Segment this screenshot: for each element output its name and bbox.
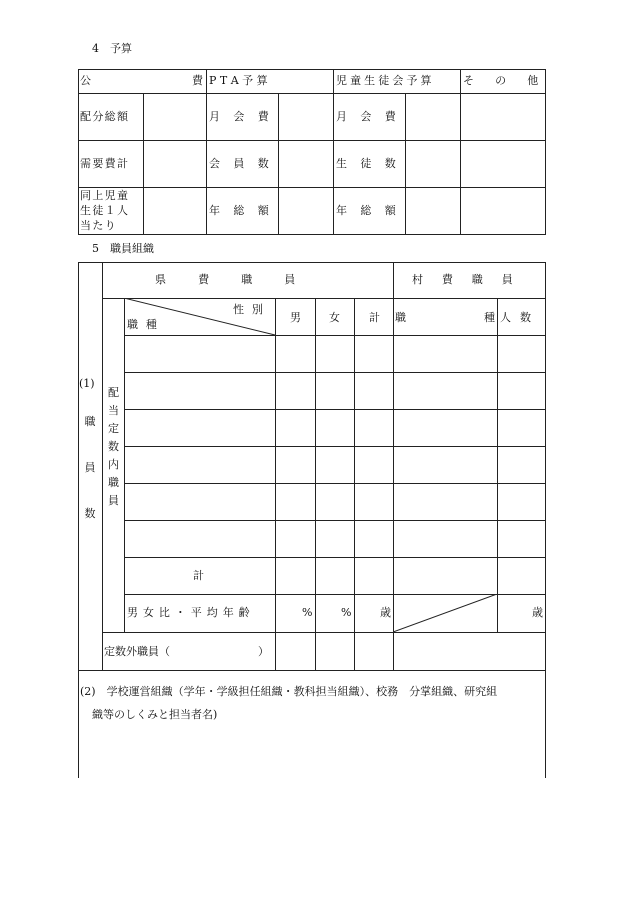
diag-label-job-type: 職 種 [127,318,157,331]
child-monthly-fee: 月 会 費 [336,110,396,123]
diag-label-gender: 性 別 [233,303,263,316]
budget-col-other: そ の 他 [463,74,539,87]
sum-row-label: 計 [193,569,204,582]
quota-staff-label: 配 当 定 数 内 職 員 [108,386,119,507]
diagonal-ratio-line [393,594,498,633]
age-village: 歳 [532,606,543,619]
pct-male: % [302,606,313,619]
outside-quota-label: 定数外職員（ [104,645,170,658]
child-student-count: 生 徒 数 [336,157,396,170]
pta-member-count: 会 員 数 [209,157,269,170]
budget-heading: 4 予算 [92,42,132,55]
section1-number: (1) [79,377,95,390]
col-total: 計 [369,311,380,324]
budget-row-total: 配分総額 [80,110,130,123]
col-village-job: 職 [395,311,406,324]
budget-row-per-student-2: 生徒１人 [80,204,130,217]
col-male: 男 [290,311,301,324]
budget-col-pta: P T A 予 算 [209,74,268,87]
budget-col-public: 公 [80,74,91,87]
col-village-type: 種 [484,311,495,324]
section2-line1: (2) 学校運営組織（学年・学級担任組織・教科担当組織）、校務 分掌組織、研究組 [80,685,498,698]
budget-row-per-student-3: 当たり [80,219,117,232]
staff-heading: 5 職員組織 [92,242,154,255]
pta-monthly-fee: 月 会 費 [209,110,269,123]
section1-label: 職 員 数 [84,415,96,520]
prefectural-staff-header: 県 費 職 員 [155,273,296,286]
section2-line2: 織等のしくみと担当者名) [92,708,218,721]
ratio-row-label: 男女比・平均年齢 [127,606,255,619]
pta-annual-total: 年 総 額 [209,204,269,217]
budget-col-fee: 費 [192,74,203,87]
budget-row-per-student-1: 同上児童 [80,189,130,202]
child-annual-total: 年 総 額 [336,204,396,217]
col-female: 女 [329,311,340,324]
col-village-count: 人 数 [500,311,531,324]
age-prefectural: 歳 [380,606,391,619]
village-staff-header: 村 費 職 員 [412,273,513,286]
outside-quota-close: ） [258,645,269,658]
budget-col-child: 児童生徒会予算 [336,74,435,87]
budget-row-demand: 需要費計 [80,157,130,170]
pct-female: % [341,606,352,619]
